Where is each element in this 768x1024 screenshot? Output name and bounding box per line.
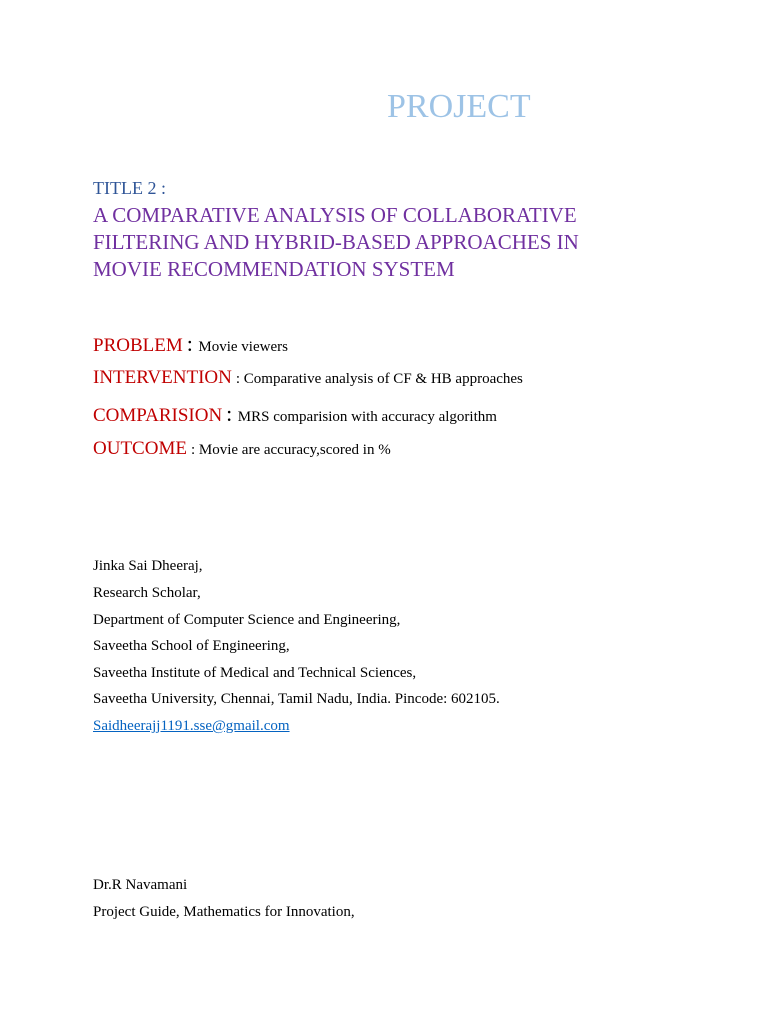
- pico-outcome: [93, 437, 391, 462]
- author-role: Research Scholar,: [93, 585, 201, 601]
- project-title-line-3: MOVIE RECOMMENDATION SYSTEM: [93, 257, 455, 281]
- author-school: Saveetha School of Engineering,: [93, 638, 290, 654]
- pico-outcome-key: OUTCOME: [93, 438, 187, 459]
- project-heading: PROJECT: [387, 88, 531, 125]
- pico-problem-value: Movie viewers: [198, 339, 288, 355]
- author-university: Saveetha University, Chennai, Tamil Nadu, India. Pincode: 602105.: [93, 691, 500, 707]
- project-title: [93, 202, 693, 283]
- pico-comparision: [93, 402, 497, 429]
- guide-name: Dr.R Navamani: [93, 877, 188, 893]
- pico-intervention: [93, 366, 523, 391]
- pico-comparision-value: MRS comparision with accuracy algorithm: [237, 409, 497, 425]
- pico-outcome-sep: :: [190, 442, 199, 458]
- author-department: Department of Computer Science and Engineering,: [93, 612, 401, 628]
- pico-intervention-key: INTERVENTION: [93, 367, 232, 388]
- pico-intervention-value: Comparative analysis of CF & HB approaches: [243, 371, 523, 387]
- pico-intervention-sep: :: [235, 371, 244, 387]
- guide-role: Project Guide, Mathematics for Innovation,: [93, 904, 355, 920]
- project-title-line-1: A COMPARATIVE ANALYSIS OF COLLABORATIVE: [93, 203, 577, 227]
- pico-problem: [93, 332, 288, 359]
- title-label: TITLE 2 :: [93, 178, 166, 198]
- pico-problem-key: PROBLEM: [93, 335, 183, 356]
- pico-outcome-value: Movie are accuracy,scored in %: [198, 442, 391, 458]
- pico-comparision-key: COMPARISION: [93, 405, 223, 426]
- pico-comparision-sep: :: [226, 401, 238, 426]
- pico-problem-sep: :: [186, 331, 199, 356]
- author-institute: Saveetha Institute of Medical and Technical Sciences,: [93, 665, 417, 681]
- author-email-link[interactable]: Saidheerajj1191.sse@gmail.com: [93, 718, 290, 734]
- author-name: Jinka Sai Dheeraj,: [93, 558, 203, 574]
- project-title-line-2: FILTERING AND HYBRID-BASED APPROACHES IN: [93, 230, 579, 254]
